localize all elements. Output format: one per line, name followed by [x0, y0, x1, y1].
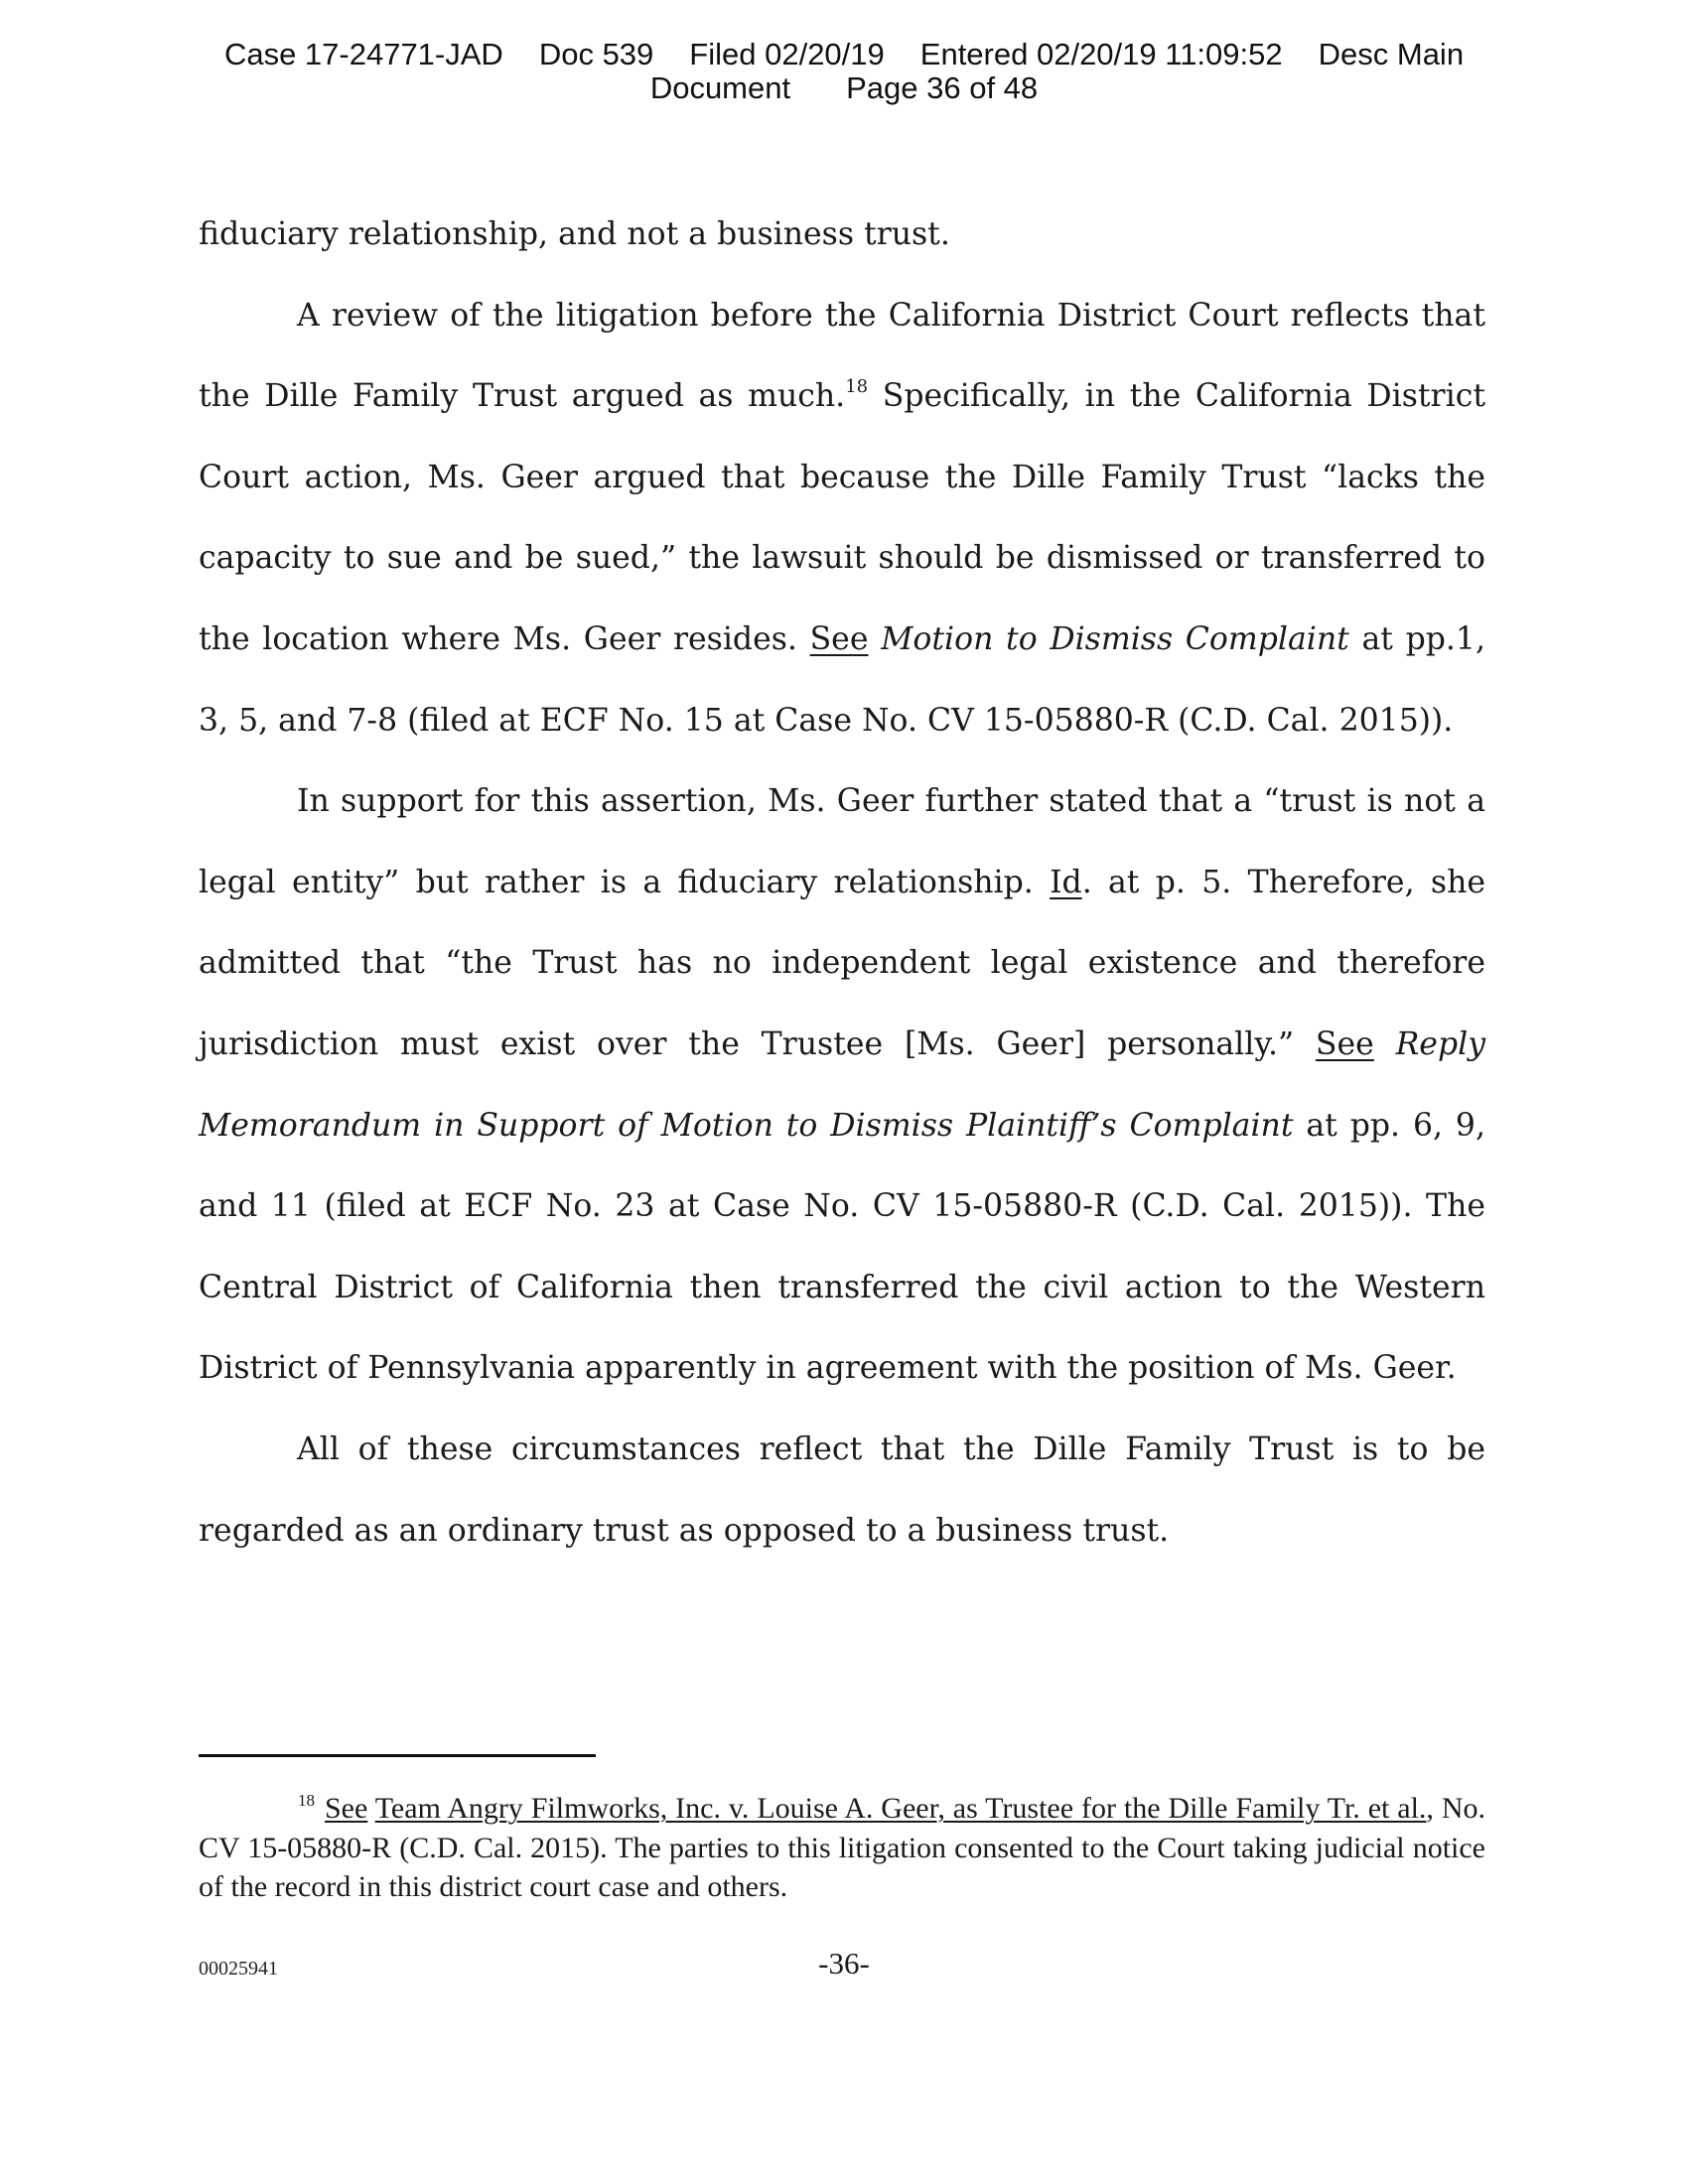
body-text	[199, 195, 1485, 1571]
paragraph-3-text-a: In support for this assertion, Ms. Geer further stated that a “trust is not a legal entity” but rather is a fiduciary relationship.	[199, 783, 1485, 900]
cited-document-title: Reply Memorandum in Support of Motion to Dismiss Plaintiff’s Complaint	[199, 1025, 1485, 1144]
paragraph-4	[199, 1410, 1485, 1571]
paragraph-1	[199, 195, 1485, 276]
paragraph-1-text: fiduciary relationship, and not a business trust.	[199, 216, 950, 252]
doc-type: Document	[649, 70, 791, 105]
filed-date: Filed 02/20/19	[689, 37, 885, 71]
footnote-text: , No. CV 15-05880-R (C.D. Cal. 2015). The parties to this litigation consented to the Court taking judicial notice of the record in this district court case and others.	[199, 1792, 1485, 1903]
doc-number: Doc 539	[538, 37, 654, 71]
page-of-total: Page 36 of 48	[846, 70, 1039, 105]
id-signal: Id	[1050, 864, 1082, 900]
paragraph-2	[199, 276, 1485, 762]
entered-date: Entered 02/20/19 11:09:52	[919, 37, 1283, 71]
paragraph-4-text: All of these circumstances reflect that the Dille Family Trust is to be regarded as an ordinary trust as opposed to a business trust.	[199, 1431, 1485, 1549]
paragraph-2-text-c: at pp.1, 3, 5, and 7-8 (filed at ECF No. 15 at Case No. CV 15-05880-R (C.D. Cal. 2015)).	[199, 620, 1485, 739]
see-signal: See	[1315, 1025, 1374, 1062]
case-number: Case 17-24771-JAD	[223, 37, 503, 71]
footnote-18	[199, 1789, 1485, 1907]
cited-document-title: Motion to Dismiss Complaint	[881, 620, 1349, 657]
footnote-see-signal: See	[325, 1792, 368, 1825]
ecf-header-row-1	[0, 38, 1688, 71]
document-id: 00025941	[199, 1958, 278, 1979]
see-signal: See	[809, 620, 869, 657]
page-number: -36-	[818, 1946, 870, 1980]
paragraph-3-text-b: . at p. 5. Therefore, she admitted that “the Trust has no independent legal existence and therefore jurisdiction must exist over the Trustee [Ms. Geer] personally.”	[199, 864, 1485, 1062]
footnote-case-name: Team Angry Filmworks, Inc. v. Louise A. Geer, as Trustee for the Dille Family Tr. et al.	[374, 1792, 1427, 1825]
ecf-header-row-2	[0, 71, 1688, 105]
paragraph-3	[199, 761, 1485, 1410]
footnote-reference[interactable]: 18	[845, 376, 869, 398]
paragraph-2-text-a: A review of the litigation before the California District Court reflects that the Dille Family Trust argued as much.	[199, 297, 1485, 415]
paragraph-2-text-b: Specifically, in the California District Court action, Ms. Geer argued that because the Dille Family Trust “lacks the capacity to sue and be sued,” the lawsuit should be dismissed or transferred to the location where Ms. Geer resides.	[199, 378, 1485, 657]
doc-description: Desc Main	[1318, 37, 1465, 71]
footnote-number: 18	[298, 1791, 315, 1810]
paragraph-3-text-c: at pp. 6, 9, and 11 (filed at ECF No. 23 at Case No. CV 15-05880-R (C.D. Cal. 2015)). The Central District of California then transferred the civil action to the Western District of Pennsylvania apparently in agreement with the position of Ms. Geer.	[199, 1107, 1485, 1387]
ecf-header	[0, 38, 1688, 105]
footnote-separator	[199, 1754, 596, 1757]
